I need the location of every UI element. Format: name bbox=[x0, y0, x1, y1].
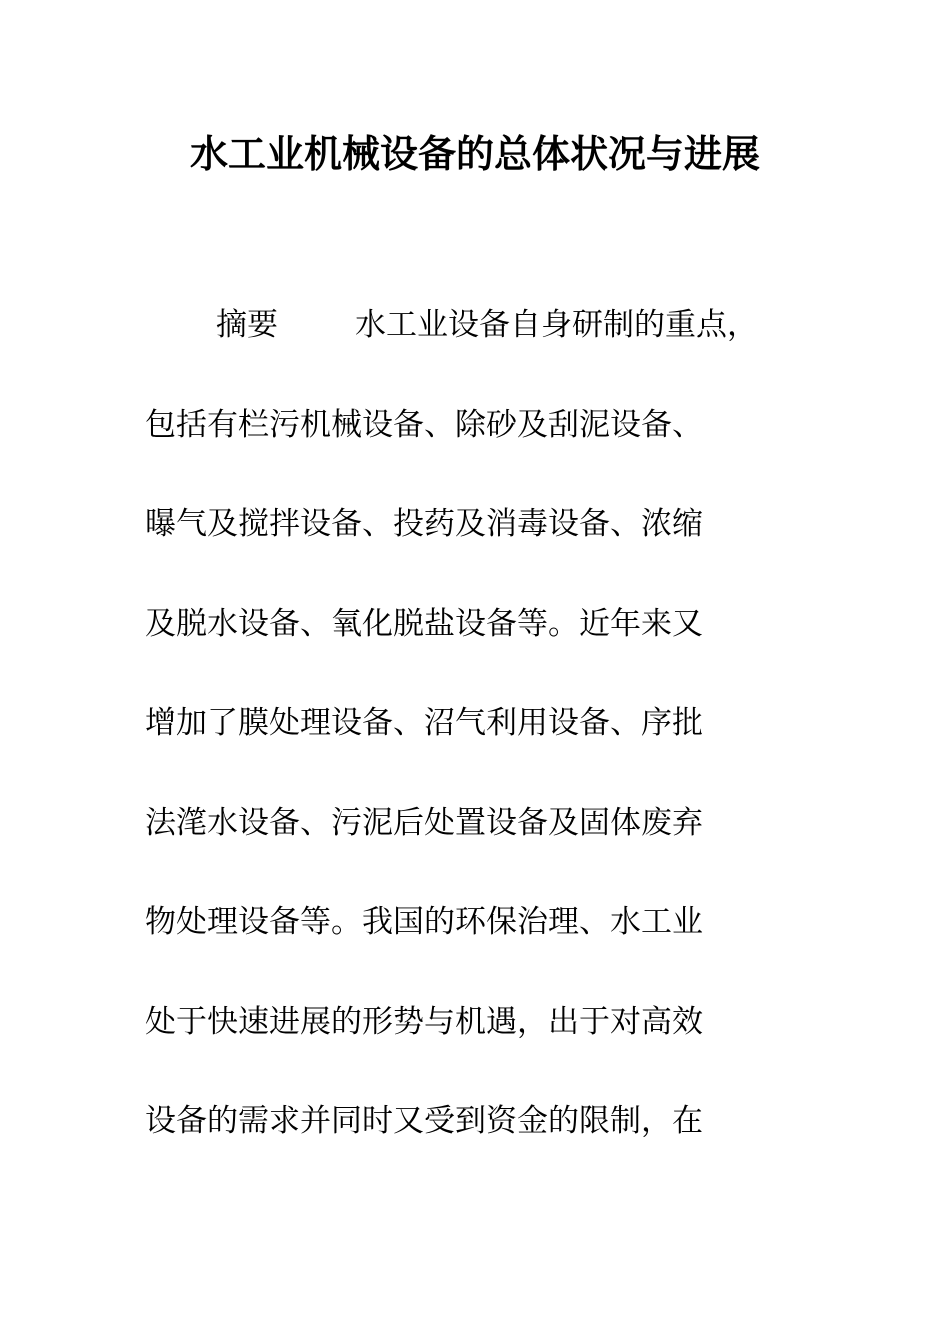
body-line: 处于快速进展的形势与机遇，出于对高效 bbox=[145, 1004, 703, 1040]
body-line: 物处理设备等。我国的环保治理、水工业 bbox=[145, 904, 703, 940]
body-line: 包括有栏污机械设备、除砂及刮泥设备、 bbox=[145, 407, 703, 443]
abstract-label: 摘要 bbox=[216, 307, 278, 343]
body-line: 及脱水设备、氧化脱盐设备等。近年来又 bbox=[145, 606, 703, 642]
body-line: 曝气及搅拌设备、投药及消毒设备、浓缩 bbox=[145, 506, 703, 542]
body-line: 设备的需求并同时又受到资金的限制，在 bbox=[145, 1103, 703, 1139]
body-line: 法滗水设备、污泥后处置设备及固体废弃 bbox=[145, 805, 703, 841]
body-line: 水工业设备自身研制的重点， bbox=[355, 307, 758, 343]
body-line: 增加了膜处理设备、沼气利用设备、序批 bbox=[145, 705, 703, 741]
document-title: 水工业机械设备的总体状况与进展 bbox=[189, 131, 760, 176]
